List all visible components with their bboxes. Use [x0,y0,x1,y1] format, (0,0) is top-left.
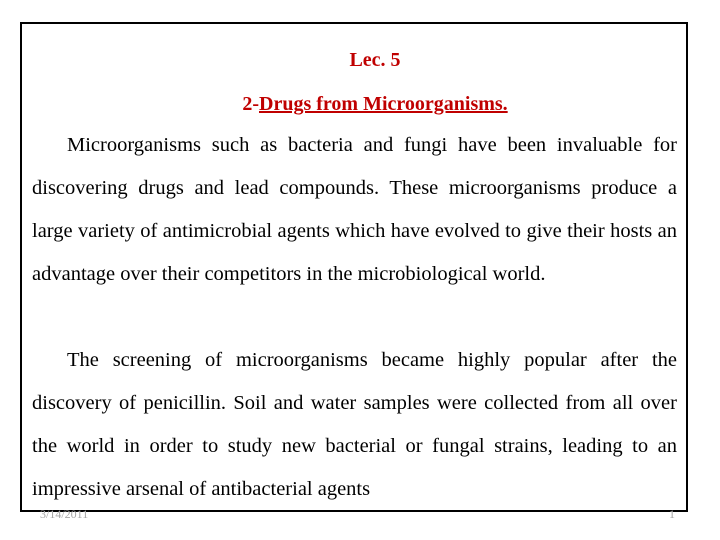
lecture-number: Lec. 5 [349,49,401,71]
footer-page-number: 1 [669,507,675,521]
slide-title [15,92,720,116]
paragraph-1: Microorganisms such as bacteria and fungi have been invaluable for discovering drugs and lead compounds. These microorganisms produce a large variety of antimicrobial agents which have evolved to give their hosts an advantage over their competitors in the microbiological world. [32,134,677,285]
paragraph-2: The screening of microorganisms became highly popular after the discovery of penicillin. Soil and water samples were collected from all over the world in order to study new bacterial or fungal strains, leading to an impressive arsenal of antibacterial agents [32,349,677,500]
footer-date: 3/14/2011 [40,507,89,521]
title-text: Drugs from Microorganisms. [259,93,508,115]
title-prefix: 2- [242,93,259,115]
